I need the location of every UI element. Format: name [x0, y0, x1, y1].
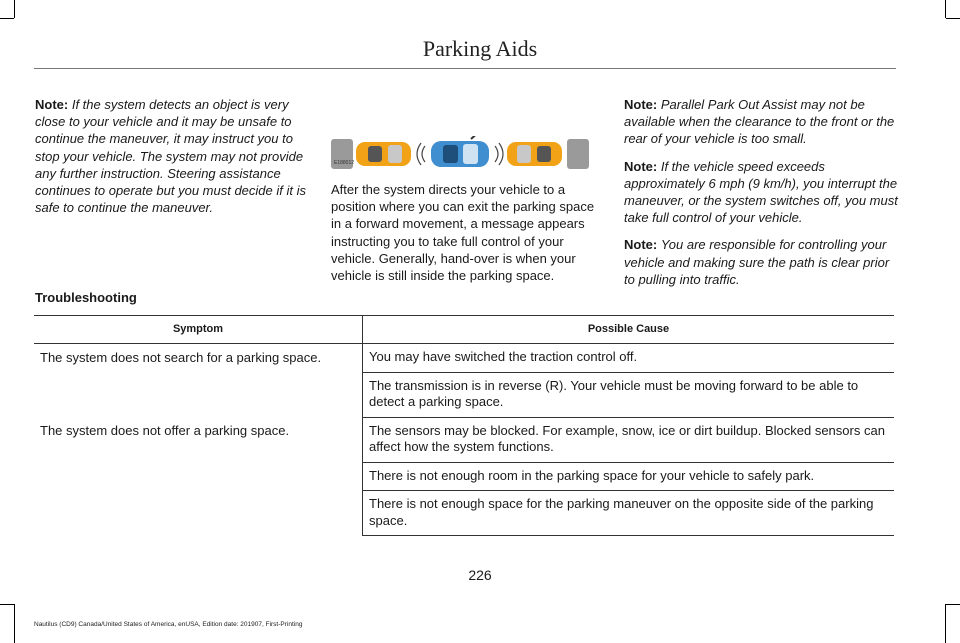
- note-paragraph: [624, 158, 899, 227]
- cause-cell: There is not enough room in the parking space for your vehicle to safely park.: [363, 462, 895, 491]
- crop-mark: [946, 604, 960, 605]
- note-paragraph: [624, 96, 899, 148]
- header-rule: [34, 68, 896, 69]
- symptom-cell: The system does not offer a parking space.: [34, 417, 363, 536]
- obstacle-right: [567, 139, 589, 169]
- sensor-waves-left: [417, 143, 425, 165]
- rear-car-icon: [507, 142, 562, 166]
- symptom-cell: The system does not search for a parking space.: [34, 344, 363, 418]
- front-car-icon: [356, 142, 411, 166]
- crop-mark: [946, 18, 960, 19]
- crop-mark: [945, 0, 946, 18]
- note-text: You are responsible for controlling your vehicle and making sure the path is clear prior to pulling into traffic.: [624, 237, 890, 287]
- cause-cell: The transmission is in reverse (R). Your vehicle must be moving forward to be able to detect a parking space.: [363, 372, 895, 417]
- note-text: If the system detects an object is very close to your vehicle and it may be unsafe to continue the maneuver, it may instruct you to stop your vehicle. The system may not provide any further instruction. Steering assistance continues to operate but you must decide if it is safe to continue the maneuver.: [35, 97, 306, 216]
- body-paragraph: After the system directs your vehicle to a position where you can exit the parking space in a forward movement, a message appears instructing you to take full control of your vehicle. Generally, hand-over is when your vehicle is still inside the parking space.: [331, 182, 595, 284]
- note-label: Note:: [624, 158, 658, 174]
- note-label: Note:: [624, 237, 658, 253]
- section-heading: Troubleshooting: [35, 290, 137, 305]
- note-label: Note:: [35, 97, 69, 112]
- note-paragraph: [624, 236, 899, 288]
- crop-mark: [14, 0, 15, 18]
- crop-mark: [945, 604, 946, 643]
- column-header-symptom: Symptom: [34, 316, 363, 344]
- exit-arrow-icon: [471, 136, 481, 139]
- note-text: Parallel Park Out Assist may not be available when the clearance to the front or the rear of your vehicle is too small.: [624, 97, 895, 147]
- image-id: E188012: [334, 160, 355, 166]
- left-column: [35, 96, 310, 226]
- own-vehicle-icon: [431, 141, 489, 167]
- crop-mark: [14, 604, 15, 643]
- page-title: Parking Aids: [422, 36, 538, 61]
- crop-mark: [0, 18, 14, 19]
- cause-cell: There is not enough space for the parking maneuver on the opposite side of the parking space.: [363, 491, 895, 536]
- column-header-cause: Possible Cause: [363, 316, 895, 344]
- cause-cell: The sensors may be blocked. For example, snow, ice or dirt buildup. Blocked sensors can affect how the system functions.: [363, 417, 895, 462]
- note-text: If the vehicle speed exceeds approximately 6 mph (9 km/h), you interrupt the maneuver, or the system switches off, you must take full control of your vehicle.: [624, 158, 898, 226]
- cause-cell: You may have switched the traction control off.: [363, 344, 895, 373]
- sensor-waves-right: [495, 143, 503, 165]
- table-row: [34, 417, 894, 462]
- note-label: Note:: [624, 97, 658, 112]
- table-header-row: [34, 316, 894, 344]
- right-column: [624, 96, 899, 298]
- note-paragraph: [35, 96, 310, 216]
- park-out-illustration: [331, 136, 589, 172]
- crop-mark: [0, 604, 14, 605]
- table-row: [34, 344, 894, 373]
- middle-column: [331, 181, 603, 294]
- page-number: 226: [468, 567, 492, 583]
- footer-text: Nautilus (CD9) Canada/United States of America, enUSA, Edition date: 201907, First-Printing: [34, 621, 303, 628]
- troubleshooting-table: [34, 315, 894, 536]
